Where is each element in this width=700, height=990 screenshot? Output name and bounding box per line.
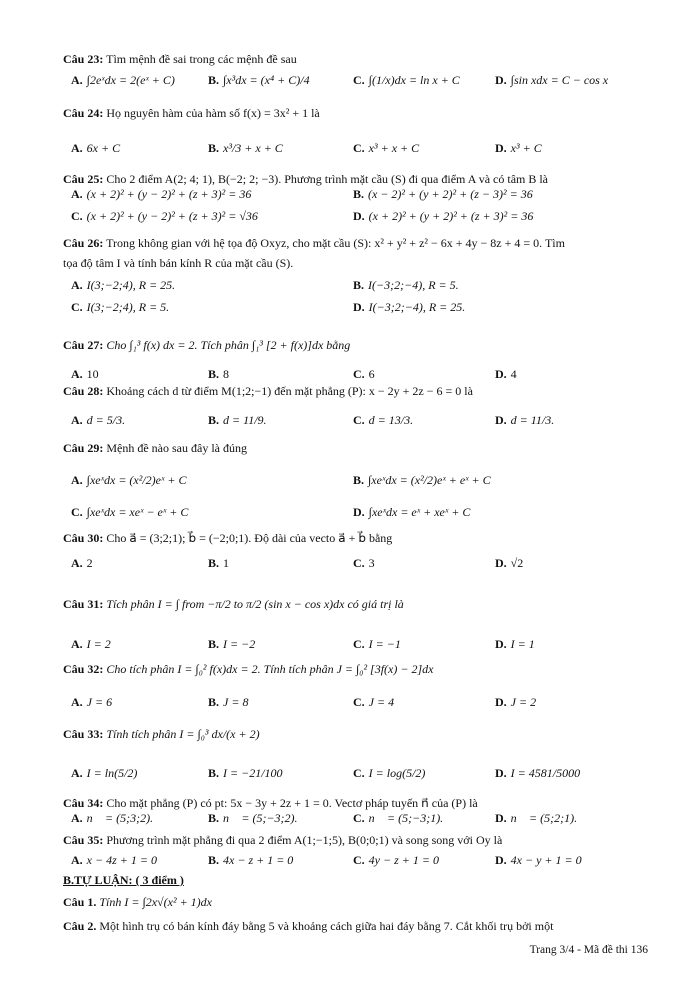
options-31 [63,636,660,652]
options-34 [63,810,660,826]
option-a: A. n⃗ = (5;3;2). [71,811,154,825]
question-number: Câu 34: [63,796,104,810]
options-30 [63,555,660,571]
option-c: C. 6 [353,367,375,381]
option-c: C. ∫(1/x)dx = ln x + C [353,73,460,87]
options-25-row2 [63,208,660,224]
option-a: A. d = 5/3. [71,413,126,427]
question-number: Câu 30: [63,531,104,545]
question-27 [63,338,650,353]
question-35 [63,833,650,848]
option-a: A. I(3;−2;4), R = 25. [71,278,176,292]
option-a: A. I = 2 [71,637,111,651]
option-d: D. I = 1 [495,637,535,651]
option-b: B. 4x − z + 1 = 0 [208,853,294,867]
question-text: Tìm mệnh đề sai trong các mệnh đề sau [106,52,297,66]
options-29-row1 [63,472,660,488]
question-text: Cho 2 điểm A(2; 4; 1), B(−2; 2; −3). Phương trình mặt cầu (S) đi qua điểm A và có tâm B là [106,172,549,186]
question-text: Cho tích phân I = ∫₀² f(x)dx = 2. Tính tích phân J = ∫₀² [3f(x) − 2]dx [106,662,434,676]
option-b: B. (x − 2)² + (y + 2)² + (z − 3)² = 36 [353,187,533,201]
option-c: C. I = log(5/2) [353,766,426,780]
option-c: C. ∫xeˣdx = xeˣ − eˣ + C [71,505,189,519]
option-c: C. 3 [353,556,375,570]
options-32 [63,694,660,710]
question-number: Câu 29: [63,441,104,455]
question-text: Một hình trụ có bán kính đáy bằng 5 và khoảng cách giữa hai đáy bằng 7. Cắt khối trụ bởi một [99,919,554,933]
option-a: A. 6x + C [71,141,121,155]
question-text-continued: tọa độ tâm I và tính bán kính R của mặt cầu (S). [63,256,294,270]
option-c: C. I = −1 [353,637,401,651]
question-text: Tích phân I = ∫ from −π/2 to π/2 (sin x − cos x)dx có giá trị là [106,597,404,611]
question-text: Cho mặt phẳng (P) có pt: 5x − 3y + 2z + 1 = 0. Vectơ pháp tuyến n⃗ của (P) là [106,796,478,810]
options-26-row2 [63,299,660,315]
question-text: Khoảng cách d từ điểm M(1;2;−1) đến mặt phẳng (P): x − 2y + 2z − 6 = 0 là [106,384,473,398]
option-c: C. J = 4 [353,695,395,709]
question-number: Câu 32: [63,662,104,676]
option-a: A. x − 4z + 1 = 0 [71,853,157,867]
question-number: Câu 2. [63,919,97,933]
question-34 [63,796,650,811]
question-28 [63,384,650,399]
question-33 [63,727,650,742]
question-25 [63,172,650,187]
option-a: A. 10 [71,367,99,381]
options-24 [63,140,660,156]
question-text: Tính tích phân I = ∫₀³ dx/(x + 2) [106,727,260,741]
option-d: D. 4x − y + 1 = 0 [495,853,582,867]
section-title: B.TỰ LUẬN: ( 3 điểm ) [63,873,184,887]
option-b: B. I = −2 [208,637,256,651]
question-text: Cho ∫₁³ f(x) dx = 2. Tích phân ∫₁³ [2 + f(x)]dx bằng [106,338,351,352]
option-d: D. J = 2 [495,695,537,709]
option-a: A. J = 6 [71,695,113,709]
question-text: Trong không gian với hệ tọa độ Oxyz, cho mặt cầu (S): x² + y² + z² − 6x + 4y − 8z + 4 = 0. Tìm [106,236,565,250]
option-a: A. (x + 2)² + (y − 2)² + (z + 3)² = 36 [71,187,252,201]
option-d: D. n⃗ = (5;2;1). [495,811,578,825]
question-number: Câu 24: [63,106,104,120]
option-b: B. x³/3 + x + C [208,141,283,155]
option-a: A. ∫2eˣdx = 2(eˣ + C) [71,73,175,87]
options-23 [63,72,660,88]
question-number: Câu 23: [63,52,104,66]
options-29-row2 [63,504,660,520]
option-d: D. I(−3;2;−4), R = 25. [353,300,466,314]
option-d: D. 4 [495,367,517,381]
option-a: A. 2 [71,556,93,570]
option-b: B. d = 11/9. [208,413,267,427]
options-33 [63,765,660,781]
question-26 [63,236,650,251]
option-b: B. ∫xeˣdx = (x²/2)eˣ + eˣ + C [353,473,491,487]
question-number: Câu 35: [63,833,104,847]
option-d: D. ∫xeˣdx = eˣ + xeˣ + C [353,505,471,519]
question-29 [63,441,650,456]
option-b: B. n⃗ = (5;−3;2). [208,811,298,825]
option-d: D. (x + 2)² + (y + 2)² + (z + 3)² = 36 [353,209,534,223]
page-footer: Trang 3/4 - Mã đề thi 136 [529,944,648,956]
question-number: Câu 31: [63,597,104,611]
option-d: D. √2 [495,556,524,570]
question-text: Mệnh đề nào sau đây là đúng [106,441,247,455]
option-c: C. x³ + x + C [353,141,420,155]
question-32 [63,662,650,677]
question-text: Tính I = ∫2x√(x² + 1)dx [99,895,212,909]
question-number: Câu 33: [63,727,104,741]
question-number: Câu 27: [63,338,104,352]
option-b: B. I = −21/100 [208,766,283,780]
options-35 [63,852,660,868]
question-24 [63,106,650,121]
option-c: C. (x + 2)² + (y − 2)² + (z + 3)² = √36 [71,209,258,223]
option-a: A. I = ln(5/2) [71,766,138,780]
option-c: C. d = 13/3. [353,413,414,427]
options-28 [63,412,660,428]
option-d: D. x³ + C [495,141,542,155]
options-27 [63,366,660,382]
option-d: D. I = 4581/5000 [495,766,581,780]
essay-question-1 [63,895,650,910]
option-b: B. 8 [208,367,230,381]
options-26-row1 [63,277,660,293]
question-31 [63,597,650,612]
question-26-line2 [63,256,650,271]
option-b: B. J = 8 [208,695,249,709]
options-25-row1 [63,186,660,202]
option-c: C. n⃗ = (5;−3;1). [353,811,444,825]
question-number: Câu 26: [63,236,104,250]
option-c: C. 4y − z + 1 = 0 [353,853,439,867]
option-d: D. ∫sin xdx = C − cos x [495,73,609,87]
option-b: B. I(−3;2;−4), R = 5. [353,278,459,292]
option-c: C. I(3;−2;4), R = 5. [71,300,170,314]
option-b: B. 1 [208,556,230,570]
question-number: Câu 25: [63,172,104,186]
question-text: Cho a⃗ = (3;2;1); b⃗ = (−2;0;1). Độ dài của vecto a⃗ + b⃗ bằng [106,531,393,545]
option-b: B. ∫x³dx = (x⁴ + C)/4 [208,73,310,87]
option-d: D. d = 11/3. [495,413,555,427]
question-number: Câu 1. [63,895,97,909]
question-23 [63,52,650,67]
essay-question-2 [63,919,650,934]
option-a: A. ∫xeˣdx = (x²/2)eˣ + C [71,473,187,487]
question-text: Phương trình mặt phẳng đi qua 2 điểm A(1;−1;5), B(0;0;1) và song song với Oy là [106,833,503,847]
question-number: Câu 28: [63,384,104,398]
question-30 [63,531,650,546]
question-text: Họ nguyên hàm của hàm số f(x) = 3x² + 1 là [106,106,320,120]
